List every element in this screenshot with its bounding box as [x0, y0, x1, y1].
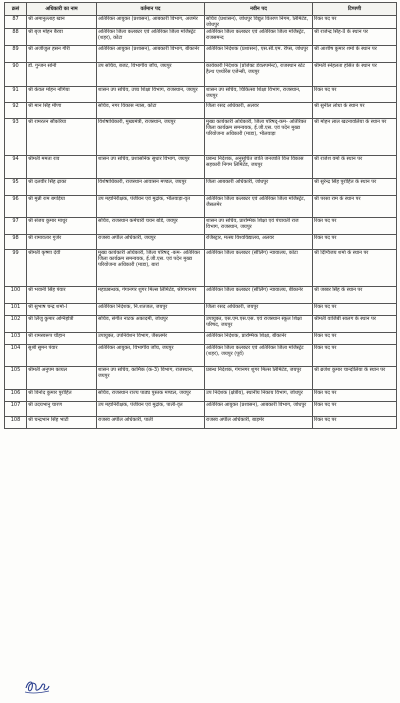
- new-post-cell: जिला रसद अधिकारी, जयपुर: [205, 304, 313, 316]
- serial-number-cell: 104: [5, 345, 27, 367]
- table-row: [5, 87, 397, 103]
- officer-name-cell: श्री केवल मोहन नोगिया: [27, 87, 97, 103]
- current-post-cell: उप महानिरीक्षक, पंजीयन एवं मुद्रांक, पाली-वृत: [97, 402, 205, 417]
- serial-number-cell: 100: [5, 287, 27, 304]
- table-row: [5, 63, 397, 87]
- serial-number-cell: 94: [5, 156, 27, 179]
- serial-number-cell: 88: [5, 29, 27, 46]
- remark-cell: रिक्त पद पर: [313, 390, 397, 402]
- new-post-cell: अतिरिक्त निदेशक (प्रशासन), एस.सी.एम. रीप्स, जोधपुर: [205, 46, 313, 63]
- officer-name-cell: श्री मुन्नी राम बगड़िया: [27, 196, 97, 218]
- officer-name-cell: श्री रामावतार गुर्जर: [27, 235, 97, 250]
- new-post-cell: मुख्य कार्यकारी अधिकारी, जिला परिषद्-कम- अतिरिक्त जिला कार्यक्रम समन्वयक, ई.जी.एस. एवं पदेन मुख्य परियोजना अधिकारी (माडा), भीलवाड़ा: [205, 119, 313, 156]
- remark-cell: रिक्त पद पर: [313, 218, 397, 235]
- remark-cell: श्री दिग्विजय शर्मा के स्थान पर: [313, 250, 397, 287]
- serial-number-cell: 103: [5, 333, 27, 345]
- serial-number-cell: 107: [5, 402, 27, 417]
- serial-number-cell: 105: [5, 367, 27, 390]
- header-serial: क्रसं: [5, 3, 27, 16]
- officer-name-cell: श्री चन्द्रभान सिंह भाटी: [27, 417, 97, 429]
- current-post-cell: शासन उप सचिव, कार्मिक (क-3) विभाग, राजस्थान, जयपुर: [97, 367, 205, 390]
- table-row: [5, 345, 397, 367]
- table-row: [5, 250, 397, 287]
- current-post-cell: विशेषाधिकारी, राजस्थान आवासन मण्डल, जयपुर: [97, 179, 205, 196]
- signature-mark: [22, 676, 52, 696]
- table-header-row: [5, 3, 397, 16]
- table-row: [5, 16, 397, 29]
- remark-cell: श्रीमती स्नेहलता हसित के स्थान पर: [313, 63, 397, 87]
- new-post-cell: सचिव (प्रशासन), जोधपुर विद्युत वितरण निगम, लिमिटेड, जोधपुर: [205, 16, 313, 29]
- officer-name-cell: श्री संजय कुमार माथुर: [27, 218, 97, 235]
- remark-cell: रिक्त पद पर: [313, 304, 397, 316]
- header-new-post: नवीन पद: [205, 3, 313, 16]
- new-post-cell: प्रबन्ध निदेशक, गंगानगर शुगर मिल्स लिमिटेड, जयपुर: [205, 367, 313, 390]
- current-post-cell: अतिरिक्त आयुक्त (प्रशासन), आबकारी विभाग, अजमेर: [97, 16, 205, 29]
- remark-cell: श्रीमती वाजिबी सालग के स्थान पर: [313, 316, 397, 333]
- serial-number-cell: 92: [5, 103, 27, 119]
- table-row: [5, 367, 397, 390]
- table-row: [5, 287, 397, 304]
- new-post-cell: जिला रसद अधिकारी, अलवर: [205, 103, 313, 119]
- table-row: [5, 304, 397, 316]
- serial-number-cell: 97: [5, 218, 27, 235]
- new-post-cell: अतिरिक्त आयुक्त (प्रशासन), आबकारी विभाग, जोधपुर: [205, 402, 313, 417]
- officer-name-cell: श्री दलवीर सिंह ढ़ाका: [27, 179, 97, 196]
- remark-cell: रिक्त पद पर: [313, 333, 397, 345]
- current-post-cell: उप सचिव, बजट, विभागीय जाँच, जयपुर: [97, 63, 205, 87]
- serial-number-cell: 101: [5, 304, 27, 316]
- table-row: [5, 235, 397, 250]
- remark-cell: श्री राजेश वर्मा के स्थान पर: [313, 156, 397, 179]
- current-post-cell: राजस्व अपील अधिकारी, पाली: [97, 417, 205, 429]
- remark-cell: श्री राजेन्द्र सिंह-II के स्थान पर: [313, 29, 397, 46]
- remark-cell: रिक्त पद पर: [313, 87, 397, 103]
- remark-cell: श्री सुनील लोधा के स्थान पर: [313, 103, 397, 119]
- current-post-cell: अतिरिक्त निदेशक, नि.शतजल, जयपुर: [97, 304, 205, 316]
- table-row: [5, 29, 397, 46]
- table-row: [5, 119, 397, 156]
- officer-name-cell: श्री अजीजुल हसन गौरी: [27, 46, 97, 63]
- transfer-list-table: [4, 2, 397, 429]
- current-post-cell: अतिरिक्त आयुक्त, विभागीय जाँच, जयपुर: [97, 345, 205, 367]
- serial-number-cell: 98: [5, 235, 27, 250]
- remark-cell: श्री आशीष कुमार शर्मा के स्थान पर: [313, 46, 397, 63]
- serial-number-cell: 93: [5, 119, 27, 156]
- current-post-cell: मुख्य कार्यकारी अधिकारी, जिला परिषद् -कम- अतिरिक्त जिला कार्यक्रम समन्वयक, ई.जी.एस. एवं पदेन मुख्य परियोजना अधिकारी (माडा), बारां: [97, 250, 205, 287]
- table-row: [5, 196, 397, 218]
- current-post-cell: शासन उप सचिव, उच्च शिक्षा विभाग, राजस्थान, जयपुर: [97, 87, 205, 103]
- serial-number-cell: 90: [5, 63, 27, 87]
- serial-number-cell: 96: [5, 196, 27, 218]
- new-post-cell: जिला आबकारी अधिकारी, जोधपुर: [205, 179, 313, 196]
- officer-name-cell: श्री रामरतन सौंकरिया: [27, 119, 97, 156]
- officer-name-cell: श्री रामस्वरूप चौहान: [27, 333, 97, 345]
- remark-cell: रिक्त पद पर: [313, 402, 397, 417]
- current-post-cell: सचिव, राजस्थान कर्मचारी चयन बोर्ड, जयपुर: [97, 218, 205, 235]
- table-row: [5, 179, 397, 196]
- serial-number-cell: 95: [5, 179, 27, 196]
- remark-cell: श्री सुरेन्द्र सिंह पुरोहित के स्थान पर: [313, 179, 397, 196]
- new-post-cell: अतिरिक्त जिला कलक्टर (सीलिंग) न्यायालय, बीकानेर: [205, 287, 313, 304]
- officer-name-cell: श्रीमती कृष्णा देवी: [27, 250, 97, 287]
- current-post-cell: अतिरिक्त जिला कलक्टर एवं अतिरिक्त जिला मजिस्ट्रेट (शहर), कोटा: [97, 29, 205, 46]
- header-remark: टिप्पणी: [313, 3, 397, 16]
- officer-name-cell: श्री अमानुल्लाह खान: [27, 16, 97, 29]
- new-post-cell: अतिरिक्त जिला कलक्टर एवं अतिरिक्त जिला मजिस्ट्रेट, राजसमन्द: [205, 29, 313, 46]
- officer-name-cell: श्रीमती अनुपम कायल: [27, 367, 97, 390]
- officer-name-cell: श्री भवानी सिंह पंवार: [27, 287, 97, 304]
- table-row: [5, 103, 397, 119]
- header-current-post: वर्तमान पद: [97, 3, 205, 16]
- table-body: [5, 16, 397, 429]
- current-post-cell: विशेषाधिकारी, मुख्यमंत्री, राजस्थान, जयपुर: [97, 119, 205, 156]
- current-post-cell: अतिरिक्त आयुक्त (प्रशासन), आबकारी विभाग, बीकानेर: [97, 46, 205, 63]
- officer-name-cell: श्री बृज मोहन बैरवा: [27, 29, 97, 46]
- new-post-cell: रजिस्ट्रार, मत्स्य विश्वविद्यालय, अलवर: [205, 235, 313, 250]
- serial-number-cell: 108: [5, 417, 27, 429]
- remark-cell: श्री मोहन लाल खटनावलिया के स्थान पर: [313, 119, 397, 156]
- table-row: [5, 402, 397, 417]
- remark-cell: रिक्त पद पर: [313, 16, 397, 29]
- new-post-cell: उपायुक्त, एस.एम.एस.एस. एवं राजस्थान स्कूल शिक्षा परिषद, जयपुर: [205, 316, 313, 333]
- table-row: [5, 316, 397, 333]
- officer-name-cell: श्री लिंजु कुमार अग्निहोत्री: [27, 316, 97, 333]
- header-officer-name: अधिकारी का नाम: [27, 3, 97, 16]
- current-post-cell: शासन उप सचिव, प्रशासनिक सुधार विभाग, जयपुर: [97, 156, 205, 179]
- current-post-cell: उपायुक्त, उपनिवेशन विभाग, जैसलमेर: [97, 333, 205, 345]
- remark-cell: रिक्त पद पर: [313, 345, 397, 367]
- officer-name-cell: श्री सुभाष चन्द्र शर्मा-I: [27, 304, 97, 316]
- table-row: [5, 218, 397, 235]
- new-post-cell: राजस्व अपील अधिकारी, बाड़मेर: [205, 417, 313, 429]
- new-post-cell: प्रबन्ध निदेशक, अनुसूचित जाति जनजाति वित्त विकास सहकारी निगम लिमिटेड, जयपुर: [205, 156, 313, 179]
- current-post-cell: सचिव, राजस्थान राज्य पाठ्य पुस्तक मण्डल, जयपुर: [97, 390, 205, 402]
- new-post-cell: कार्यकारी निदेशक (प्रोजेक्ट डेवलपमेन्ट), राजस्थान स्टेट हैल्थ एश्योरेंस एजेन्सी, जयपुर: [205, 63, 313, 87]
- new-post-cell: शासन उप सचिव, प्रारम्भिक शिक्षा एवं पंचायती राज विभाग, राजस्थान, जयपुर: [205, 218, 313, 235]
- new-post-cell: उप निदेशक (क्षेत्रीय), स्थानीय निकाय विभाग, जोधपुर: [205, 390, 313, 402]
- table-row: [5, 46, 397, 63]
- officer-name-cell: डॉ. गुन्जन सोनी: [27, 63, 97, 87]
- new-post-cell: अतिरिक्त जिला कलक्टर एवं अतिरिक्त जिला मजिस्ट्रेट (शहर), जयपुर (पूर्व): [205, 345, 313, 367]
- serial-number-cell: 89: [5, 46, 27, 63]
- remark-cell: रिक्त पद पर: [313, 417, 397, 429]
- table-row: [5, 417, 397, 429]
- current-post-cell: राजस्व अपील अधिकारी, जयपुर: [97, 235, 205, 250]
- new-post-cell: अतिरिक्त निदेशक, प्रारम्भिक शिक्षा, बीकानेर: [205, 333, 313, 345]
- serial-number-cell: 87: [5, 16, 27, 29]
- remark-cell: श्री परसा राम के स्थान पर: [313, 196, 397, 218]
- officer-name-cell: श्री मान सिंह मीणा: [27, 103, 97, 119]
- table-row: [5, 333, 397, 345]
- new-post-cell: शासन उप सचिव, चिकित्सा शिक्षा विभाग, राजस्थान, जयपुर: [205, 87, 313, 103]
- officer-name-cell: श्री विनोद कुमार पुरोहित: [27, 390, 97, 402]
- current-post-cell: सचिव, संगीत नाटक अकादमी, जोधपुर: [97, 316, 205, 333]
- new-post-cell: अतिरिक्त जिला कलक्टर एवं अतिरिक्त जिला मजिस्ट्रेट, जैसलमेर: [205, 196, 313, 218]
- serial-number-cell: 91: [5, 87, 27, 103]
- table-row: [5, 156, 397, 179]
- current-post-cell: महाप्रबन्धक, गंगानगर शुगर मिल्स लिमिटेड, श्रीगंगानगर: [97, 287, 205, 304]
- current-post-cell: सचिव, नगर विकास न्यास, कोटा: [97, 103, 205, 119]
- new-post-cell: अतिरिक्त जिला कलक्टर (सीलिंग) न्यायालय, कोटा: [205, 250, 313, 287]
- current-post-cell: उप महानिरीक्षक, पंजीयन एवं मुद्रांक, भीलवाड़ा-वृत: [97, 196, 205, 218]
- serial-number-cell: 99: [5, 250, 27, 287]
- remark-cell: रिक्त पद पर: [313, 235, 397, 250]
- officer-name-cell: श्री उदयभानु चारण: [27, 402, 97, 417]
- officer-name-cell: सुश्री सुमन पंवार: [27, 345, 97, 367]
- remark-cell: श्री ब्रजेश कुमार चान्दोलिया के स्थान पर: [313, 367, 397, 390]
- remark-cell: श्री जब्बर सिंह के स्थान पर: [313, 287, 397, 304]
- officer-name-cell: श्रीमती ममता राव: [27, 156, 97, 179]
- table-row: [5, 390, 397, 402]
- serial-number-cell: 102: [5, 316, 27, 333]
- serial-number-cell: 106: [5, 390, 27, 402]
